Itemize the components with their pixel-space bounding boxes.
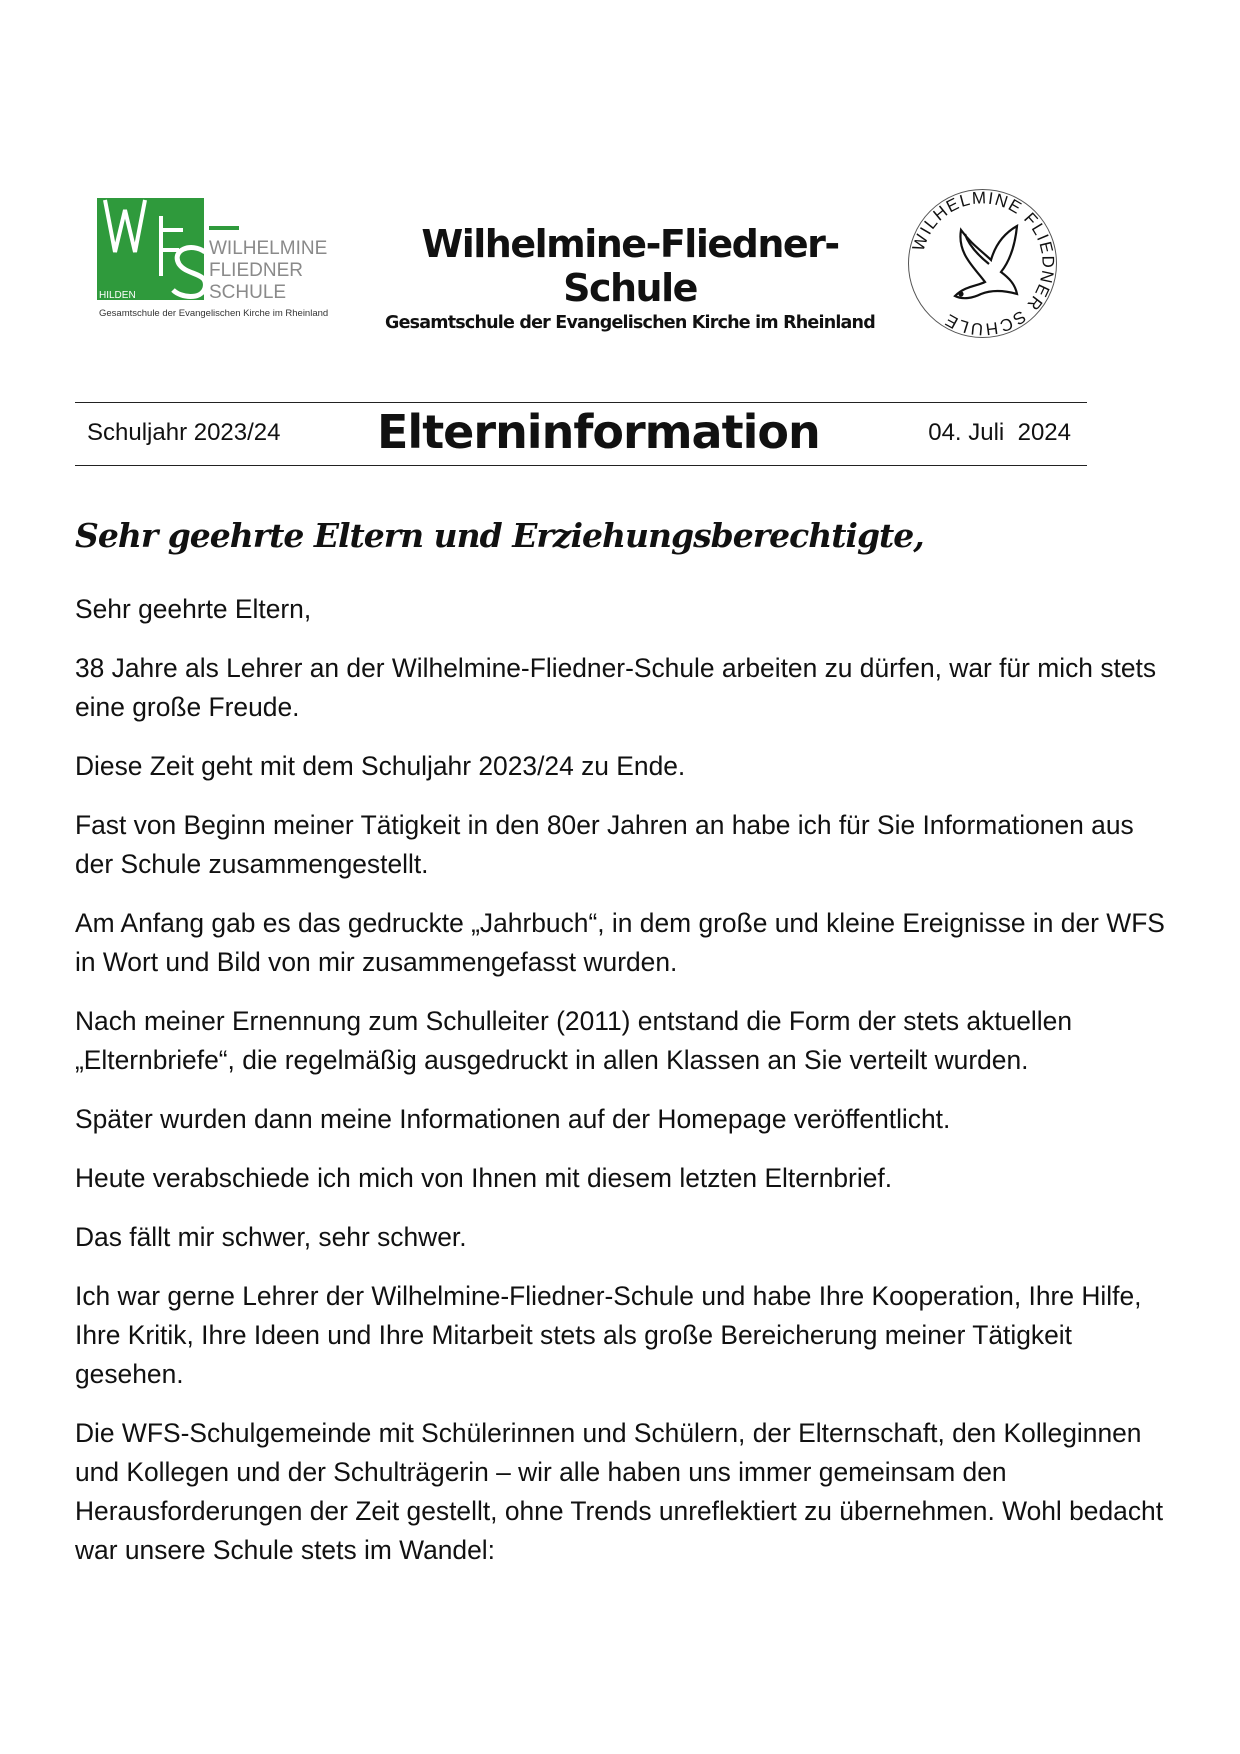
logo-name-line: SCHULE bbox=[209, 282, 287, 303]
paragraph: Später wurden dann meine Informationen auf der Homepage veröffentlicht. bbox=[75, 1104, 951, 1134]
logo-wfs-letters bbox=[101, 196, 221, 300]
school-logo bbox=[97, 196, 342, 326]
paragraph: Ich war gerne Lehrer der Wilhelmine-Fliedner-Schule und habe Ihre Kooperation, Ihre Hilfe, Ihre Kritik, Ihre Ideen und Ihre Mitarbeit stets als große Bereicherung meiner Tätigkeit gesehen. bbox=[75, 1281, 1142, 1389]
document-title: Elterninformation bbox=[377, 405, 820, 459]
paragraph: Die WFS-Schulgemeinde mit Schülerinnen und Schülern, der Elternschaft, den Kolleginnen und Kollegen und der Schulträgerin – wir alle haben uns immer gemeinsam den Herausforderungen der Zeit gestellt, ohne Trends unreflektiert zu übernehmen. Wohl bedacht war unsere Schule stets im Wandel: bbox=[75, 1418, 1164, 1565]
info-bar bbox=[75, 403, 1087, 463]
paragraph: Sehr geehrte Eltern, bbox=[75, 594, 312, 624]
paragraph: Am Anfang gab es das gedruckte „Jahrbuch“, in dem große und kleine Ereignisse in der WFS in Wort und Bild von mir zusammengefasst wurden. bbox=[75, 908, 1165, 977]
letter-body bbox=[75, 590, 1170, 1590]
school-year: Schuljahr 2023/24 bbox=[87, 419, 281, 446]
school-heading bbox=[370, 222, 890, 336]
paragraph: Fast von Beginn meiner Tätigkeit in den 80er Jahren an habe ich für Sie Informationen aus der Schule zusammengestellt. bbox=[75, 810, 1134, 879]
logo-name-line: FLIEDNER bbox=[209, 260, 303, 281]
document-date: 04. Juli 2024 bbox=[928, 419, 1071, 446]
salutation: Sehr geehrte Eltern und Erziehungsberechtigte, bbox=[75, 516, 924, 555]
logo-subtitle: Gesamtschule der Evangelischen Kirche im Rheinland bbox=[99, 308, 329, 319]
seal-text: WILHELMINE FLIEDNER SCHULE bbox=[908, 188, 1058, 339]
dove-icon bbox=[955, 226, 1017, 298]
paragraph: Diese Zeit geht mit dem Schuljahr 2023/24 zu Ende. bbox=[75, 751, 686, 781]
school-subtitle: Gesamtschule der Evangelischen Kirche im Rheinland bbox=[385, 313, 875, 333]
bottom-rule bbox=[75, 465, 1087, 466]
school-name: Wilhelmine-Fliedner-Schule bbox=[421, 222, 839, 310]
school-seal bbox=[905, 186, 1060, 341]
paragraph: 38 Jahre als Lehrer an der Wilhelmine-Fliedner-Schule arbeiten zu dürfen, war für mich stets eine große Freude. bbox=[75, 653, 1157, 722]
paragraph: Heute verabschiede ich mich von Ihnen mit diesem letzten Elternbrief. bbox=[75, 1163, 893, 1193]
logo-name bbox=[209, 238, 327, 304]
logo-dash bbox=[209, 226, 239, 230]
paragraph: Das fällt mir schwer, sehr schwer. bbox=[75, 1222, 467, 1252]
paragraph: Nach meiner Ernennung zum Schulleiter (2011) entstand die Form der stets aktuellen „Elternbriefe“, die regelmäßig ausgedruckt in allen Klassen an Sie verteilt wurden. bbox=[75, 1006, 1073, 1075]
logo-name-line: WILHELMINE bbox=[209, 238, 328, 259]
logo-location: HILDEN bbox=[99, 290, 136, 301]
